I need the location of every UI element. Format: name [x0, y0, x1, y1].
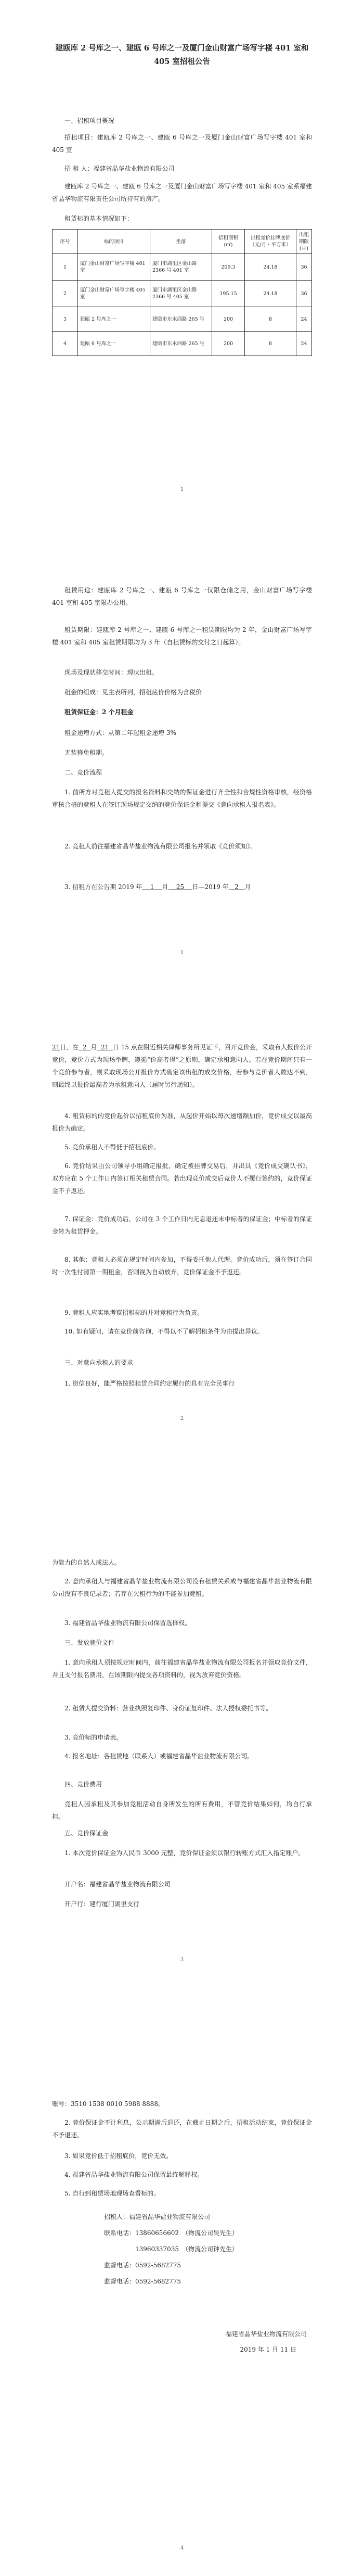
- paragraph: 6. 竞价结果由公司领导小组确定报批，确定被挂牌交易后，并出具《竞价成交确认书》，双方应在 5 个工作日内签订相关租赁合同。若出现竞价成交后竞价人不履行签约的，竞价保证金不予返还。: [52, 1162, 312, 1195]
- section-heading: 四、竞价费用: [64, 1781, 102, 1788]
- paragraph: 3. 福建省晶华盐业物流有限公司保留选择权。: [64, 1619, 191, 1627]
- table-cell: 厦门金山财富广场写字楼 405 室: [78, 281, 150, 307]
- paragraph: 租赁用途：建瓯库 2 号库之一、建瓯 6 号库之一仅限仓储之用，金山财富广场写字楼 401 室和 405 室限办公用。: [52, 587, 312, 606]
- page-number: 1: [180, 950, 184, 956]
- paragraph: 7. 保证金：竞价成功后，公司在 3 个工作日内无息退还未中标者的保证金；中标者的保证金转为租赁押金。: [52, 1215, 312, 1235]
- filled-blank: [97, 1044, 113, 1051]
- section-heading: 二、竞价流程: [64, 769, 102, 776]
- table-header-row: [53, 230, 312, 254]
- page-5: [0, 2061, 364, 2576]
- filled-value: 2: [82, 1044, 87, 1051]
- paragraph: 开户行：建行厦门湖里支行: [64, 1900, 140, 1908]
- page-number: 1: [180, 487, 184, 492]
- page-1: [0, 0, 364, 515]
- table-row: [53, 332, 312, 356]
- document-title: 建瓯库 2 号库之一、建瓯 6 号库之一及厦门金山财富广场写字楼 401 室和 405 室招租公告: [55, 44, 309, 66]
- table-cell: 建瓯 2 号库之一: [78, 307, 150, 332]
- paragraph: 4. 报名地址：各租赁地（联系人）或福建省晶华盐业物流有限公司。: [64, 1753, 254, 1760]
- paragraph: 4. 租赁标的的竞价起价以招租底价为准，从起价开始以每次递增额加价，竞价成交以最高报价为确定。: [52, 1112, 312, 1132]
- text-run: 3. 招租方在公告期 2019 年: [64, 883, 142, 891]
- table-cell: 4: [53, 332, 78, 356]
- paragraph: 账号：3510 1538 0010 5988 8888。: [52, 2100, 164, 2108]
- signature: 福建省晶华盐业物流有限公司: [225, 2330, 307, 2338]
- page-number: 2: [180, 1416, 184, 1422]
- table-cell: 36: [296, 254, 312, 281]
- text-run: 月: [162, 883, 168, 891]
- text-run: 日，在: [60, 1044, 79, 1051]
- paragraph: 无装修免租期。: [64, 749, 109, 756]
- paragraph: [52, 1041, 312, 1091]
- table-cell: 厦门市湖里区金山路 2366 号 405 室: [150, 281, 212, 307]
- table-row: [53, 281, 312, 307]
- paragraph: 租赁标的基本情况如下：: [64, 215, 134, 222]
- table-cell: 建瓯市东水西路 265 号: [150, 332, 212, 356]
- table-cell: 209.3: [212, 254, 245, 281]
- paragraph: 2. 意向承租人与福建省晶华盐业物流有限公司没有租赁关系或与福建省晶华盐业物流有限公司没有不良记录者；若存在欠租行为的不能参加竞租。: [52, 1578, 312, 1597]
- section-heading: 一、招租项目概况: [64, 117, 115, 124]
- table-cell: 24: [296, 307, 312, 332]
- text-run: 日 15 点在附近相关律师事务所见证下，召开竞价会，采取有人报价公开竞价，竞价方式为现场举牌，遵循“价高者得”之原则，确定承租意向人。若在竞价期间只有一个竞价参与者，则采取现场公开报价方式确定该出租的成交价格，若参与竞价者人数达不到，则最终以报价最高者为承租意向人（届时另行通知）。: [52, 1044, 312, 1088]
- table-cell: 3: [53, 307, 78, 332]
- filled-blank: [79, 1044, 90, 1051]
- table-cell: 24.18: [245, 254, 296, 281]
- paragraph: 租金递增方式：从第二年起租金递增 3%: [64, 729, 176, 737]
- paragraph: 3. 竞价标的申请表。: [64, 1734, 123, 1741]
- section-heading: 三、对意向承租人的要求: [64, 1359, 134, 1366]
- contact-line: 监督电话：0592-5682775: [104, 2278, 181, 2285]
- table-cell: 2: [53, 281, 78, 307]
- lease-table: [52, 229, 312, 356]
- contact-line: 招租人：福建省晶华盐业物流有限公司: [104, 2213, 211, 2220]
- issue-date: 2019 年 1 月 11 日: [240, 2346, 296, 2353]
- paragraph: 1. 前所方对竞租人提交的报名资料和交纳的保证金进行齐全性和合规性资格审核，经资格审核合格的竞租人在签订现场规定交纳的竞价保证金和提交《意向承租人报名表》。: [52, 789, 312, 808]
- paragraph: [52, 881, 312, 893]
- table-header-cell: 标的项目: [78, 230, 150, 254]
- paragraph: 2. 竞租人前往福建省晶华盐业物流有限公司报名并领取《竞价须知》。: [64, 843, 257, 850]
- table-cell: 厦门金山财富广场写字楼 401 室: [78, 254, 150, 281]
- contact-line: 联系电话：13860656602 （物流公司吴先生）: [104, 2229, 238, 2237]
- paragraph: 开户名：福建省晶华盐业物流有限公司: [64, 1881, 171, 1888]
- paragraph: 5. 自行到租赁场地现场查看标的。: [64, 2190, 160, 2197]
- table-header-cell: 出租竞价挂牌底价（元/月・平方米）: [245, 230, 296, 254]
- filled-value: 25: [176, 883, 185, 891]
- paragraph: 租赁期限：建瓯库 2 号库之一、建瓯 6 号库之一租赁期限均为 2 年，金山财富广场写字楼 401 室和 405 室租赁期限均为 3 年（自租赁标的交付之日起算）。: [52, 626, 312, 646]
- table-cell: 200: [212, 307, 245, 332]
- section-heading: 三、发放竞价文件: [64, 1639, 115, 1646]
- text-run: 月: [90, 1044, 97, 1051]
- contact-line: 监督电话：0592-5682775: [104, 2262, 181, 2269]
- page-number: 4: [180, 2545, 184, 2551]
- paragraph: 为能力的自然人或法人。: [52, 1559, 121, 1566]
- table-cell: 建瓯市东水西路 265 号: [150, 307, 212, 332]
- table-cell: 24: [296, 332, 312, 356]
- filled-value: 2: [235, 883, 239, 891]
- paragraph: 9. 竞租人应实地考察招租标的并对竞租行为负责。: [64, 1309, 204, 1316]
- page-4: [0, 1546, 364, 2061]
- paragraph: 5. 竞价承租人不得低于招租底价。: [64, 1144, 160, 1151]
- filled-value: 21: [52, 1044, 60, 1051]
- filled-value: 1: [150, 883, 154, 891]
- table-cell: 8: [245, 332, 296, 356]
- paragraph: 1. 意向承租人须按规定时间内，前往福建省晶华盐业物流有限公司报名并领取竞价文件，并且支付报名费用，在该期限内提交各项资料的，视为放弃竞价资格。: [52, 1659, 312, 1679]
- table-header-cell: 出租期限(月): [296, 230, 312, 254]
- paragraph: 2. 租赁人提交资料：营业执照复印件、身份证复印件、法人授权委托书等。: [64, 1705, 272, 1712]
- paragraph: 竞租人因承租及其参加竞租活动自身所发生的所有费用，不管竞价结果如何，均自行承担。: [52, 1800, 312, 1820]
- text-run: 日—2019 年: [192, 883, 229, 891]
- paragraph: 8. 其他：竞租人必须在规定时间内参加，不得委托他人代理。竞价成功后，须在签订合同时一次性付清第一期租金，否则视为自动放弃，竞价保证金不予返还。: [52, 1256, 312, 1276]
- section-heading: 五、竞价保证金: [64, 1830, 109, 1837]
- table-cell: 195.15: [212, 281, 245, 307]
- paragraph: 2. 竞价保证金不计利息，公示期满后退还，在截止日期之后，招租活动结束，竞价保证金不予退还。: [52, 2119, 312, 2139]
- paragraph: 建瓯库 2 号库之一、建瓯 6 号库之一及厦门金山财富广场写字楼 401 室和 405 室系福建省晶华物流有限责任公司所持有的房产。: [52, 183, 312, 202]
- table-cell: 1: [53, 254, 78, 281]
- filled-blank: [229, 883, 245, 891]
- paragraph: 4. 福建省晶华盐业物流有限公司保留最终解释权。: [64, 2171, 204, 2178]
- page-number: 3: [180, 1957, 184, 1963]
- page-2: [0, 515, 364, 1031]
- table-row: [53, 307, 312, 332]
- table-cell: 200: [212, 332, 245, 356]
- paragraph: 3. 如果竞价低于招租底价，竞价无效。: [64, 2152, 173, 2160]
- paragraph: 租金的组成：见主表所列，招租底价价格为含税价: [64, 689, 202, 696]
- paragraph: 1. 本次竞价保证金为人民币 3000 元整，竞价保证金须以银行转账方式汇入指定账户。: [64, 1849, 305, 1857]
- table-header-cell: 坐落: [150, 230, 212, 254]
- table-cell: 厦门市湖里区金山路 2366 号 401 室: [150, 254, 212, 281]
- filled-value: 21: [100, 1044, 109, 1051]
- paragraph: 招 租 人：福建省晶华盐业物流有限公司: [64, 165, 175, 172]
- filled-blank: [142, 883, 162, 891]
- table-cell: 8: [245, 307, 296, 332]
- paragraph: 招租项目：建瓯库 2 号库之一、建瓯 6 号库之一及厦门金山财富广场写字楼 401 室和 405 室: [52, 134, 312, 154]
- text-run: 月: [244, 883, 251, 891]
- table-row: [53, 254, 312, 281]
- page-3: [0, 1031, 364, 1546]
- paragraph: 现场及现状移交时间：现状出租。: [64, 669, 159, 676]
- contact-line: 13960337035 （物流公司钟先生）: [104, 2245, 238, 2253]
- paragraph: 1. 资信良好，能严格按照租赁合同约定履行的具有完全民事行: [64, 1380, 235, 1387]
- table-header-cell: 序号: [53, 230, 78, 254]
- paragraph: 10. 如有疑问，请在竞价前咨询，不得以不了解招租条件为由提出异议。: [64, 1328, 264, 1335]
- contact-block: [104, 2209, 312, 2290]
- table-cell: 36: [296, 281, 312, 307]
- paragraph: 租赁保证金：2 个月租金: [64, 708, 134, 716]
- filled-blank: [168, 883, 192, 891]
- table-cell: 建瓯 6 号库之一: [78, 332, 150, 356]
- table-cell: 24.18: [245, 281, 296, 307]
- table-header-cell: 招租面积(㎡): [212, 230, 245, 254]
